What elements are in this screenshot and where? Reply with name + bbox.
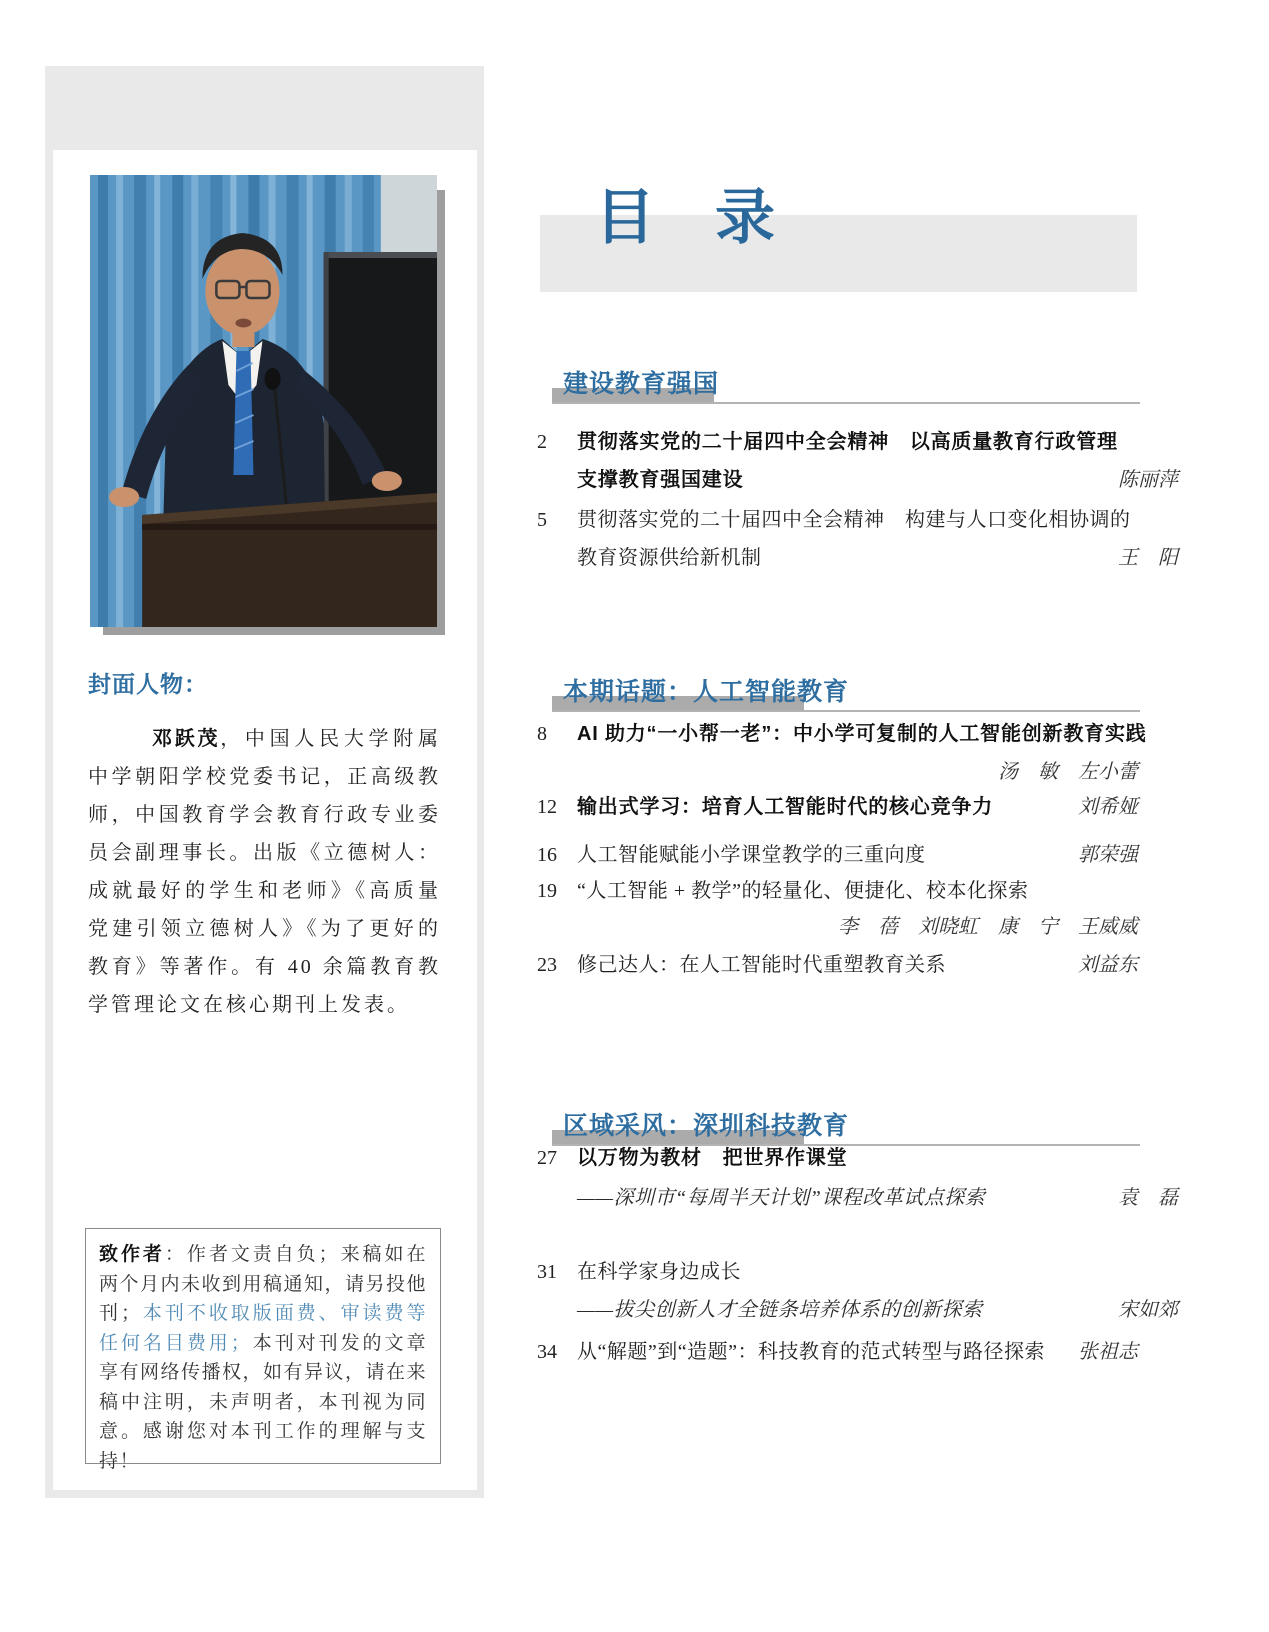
page-number: 23 [537, 954, 557, 976]
photo-shadow-bottom [103, 627, 445, 635]
entry-title-line1: 以万物为教材 把世界作课堂 [577, 1147, 848, 1169]
entry-authors: 郭荣强 [1078, 844, 1138, 866]
notice-text-post: 本刊对刊发的文章享有网络传播权，如有异议，请在来稿中注明，未声明者，本刊视为同意。感谢您对本刊工作的理解与支持！ [99, 1332, 428, 1472]
toc-entry-subtitle-row [537, 1184, 1178, 1212]
cover-person-bio-text: ，中国人民大学附属中学朝阳学校党委书记，正高级教师，中国教育学会教育行政专业委员会副理事长。出版《立德树人：成就最好的学生和老师》《高质量党建引领立德树人》《为了更好的教育》等著作。有 40 余篇教育教学管理论文在核心期刊上发表。 [88, 728, 442, 1016]
toc-entry-authors-row [537, 913, 1138, 941]
photo-shadow-right [437, 190, 445, 635]
toc-entry [537, 1144, 1138, 1172]
toc-entry [537, 793, 1138, 821]
cover-person-bio [88, 720, 441, 1024]
entry-title-line2: 支撑教育强国建设 [577, 469, 744, 491]
page-number: 12 [537, 796, 557, 818]
toc-entry [537, 428, 1138, 456]
author-notice-box [85, 1228, 441, 1472]
speaker-at-podium-illustration [90, 175, 437, 627]
cover-person-label: 封面人物： [88, 671, 208, 697]
notice-text-highlight: 本刊不收取版面费、审读费等任何名目费用； [99, 1303, 427, 1354]
entry-title-line1: 在科学家身边成长 [577, 1261, 741, 1283]
toc-entry-line2 [537, 466, 1178, 494]
toc-entry [537, 720, 1147, 748]
entry-authors: 李 蓓 刘晓虹 康 宁 王威威 [838, 916, 1138, 938]
cover-photo [90, 175, 437, 627]
entry-title-line1: 从“解题”到“造题”：科技教育的范式转型与路径探索 [577, 1341, 1046, 1363]
section-header-jiaoyu-qiangguo [540, 364, 1140, 408]
entry-authors: 王 阳 [1118, 547, 1178, 569]
page-number: 27 [537, 1147, 557, 1169]
entry-title-line1: 输出式学习：培育人工智能时代的核心竞争力 [577, 796, 993, 818]
entry-authors: 宋如郊 [1118, 1299, 1178, 1321]
entry-authors: 陈丽萍 [1118, 469, 1178, 491]
page-number: 5 [537, 509, 547, 531]
entry-authors: 袁 磊 [1118, 1187, 1178, 1209]
page-number: 8 [537, 723, 547, 745]
entry-title-line1: “人工智能 + 教学”的轻量化、便捷化、校本化探索 [577, 880, 1029, 902]
entry-title-line2: 教育资源供给新机制 [577, 547, 762, 569]
cover-person-name: 邓跃茂 [152, 728, 221, 750]
section-title: 本期话题：人工智能教育 [563, 678, 850, 706]
section-rule [552, 710, 1140, 712]
page-number: 16 [537, 844, 557, 866]
toc-entry [537, 877, 1138, 905]
toc-entry-subtitle-row [537, 1296, 1178, 1324]
entry-title-line1: 修己达人：在人工智能时代重塑教育关系 [577, 954, 946, 976]
toc-title: 目 录 [595, 184, 775, 251]
page-number: 19 [537, 880, 557, 902]
toc-entry [537, 1258, 1138, 1286]
page-number: 34 [537, 1341, 557, 1363]
entry-authors: 刘益东 [1078, 954, 1138, 976]
entry-authors: 刘希娅 [1078, 796, 1138, 818]
entry-title-line1: 贯彻落实党的二十届四中全会精神 构建与人口变化相协调的 [577, 509, 1131, 531]
toc-entry-authors-row [537, 758, 1138, 786]
notice-label: 致作者 [99, 1244, 165, 1265]
toc-entry [537, 1338, 1138, 1366]
toc-entry [537, 841, 1138, 869]
entry-title-line1: AI 助力“一小帮一老”：中小学可复制的人工智能创新教育实践 [577, 723, 1147, 745]
page-number: 31 [537, 1261, 557, 1283]
notice-text-pre: ：作者文责自负；来稿如在两个月内未收到用稿通知，请另投他刊； [99, 1244, 428, 1324]
toc-entry-line2 [537, 544, 1178, 572]
section-header-ai-education [540, 672, 1140, 716]
section-title: 建设教育强国 [563, 370, 720, 398]
entry-subtitle: ——拔尖创新人才全链条培养体系的创新探索 [577, 1299, 983, 1321]
section-rule [552, 402, 1140, 404]
entry-subtitle: ——深圳市“每周半天计划”课程改革试点探索 [577, 1187, 986, 1209]
entry-authors: 汤 敏 左小蕾 [998, 761, 1138, 783]
entry-title-line1: 贯彻落实党的二十届四中全会精神 以高质量教育行政管理 [577, 431, 1118, 453]
page-number: 2 [537, 431, 547, 453]
toc-entry [537, 951, 1138, 979]
entry-authors: 张祖志 [1078, 1341, 1138, 1363]
entry-title-line1: 人工智能赋能小学课堂教学的三重向度 [577, 844, 926, 866]
toc-entry [537, 506, 1138, 534]
section-title: 区域采风：深圳科技教育 [563, 1112, 850, 1140]
